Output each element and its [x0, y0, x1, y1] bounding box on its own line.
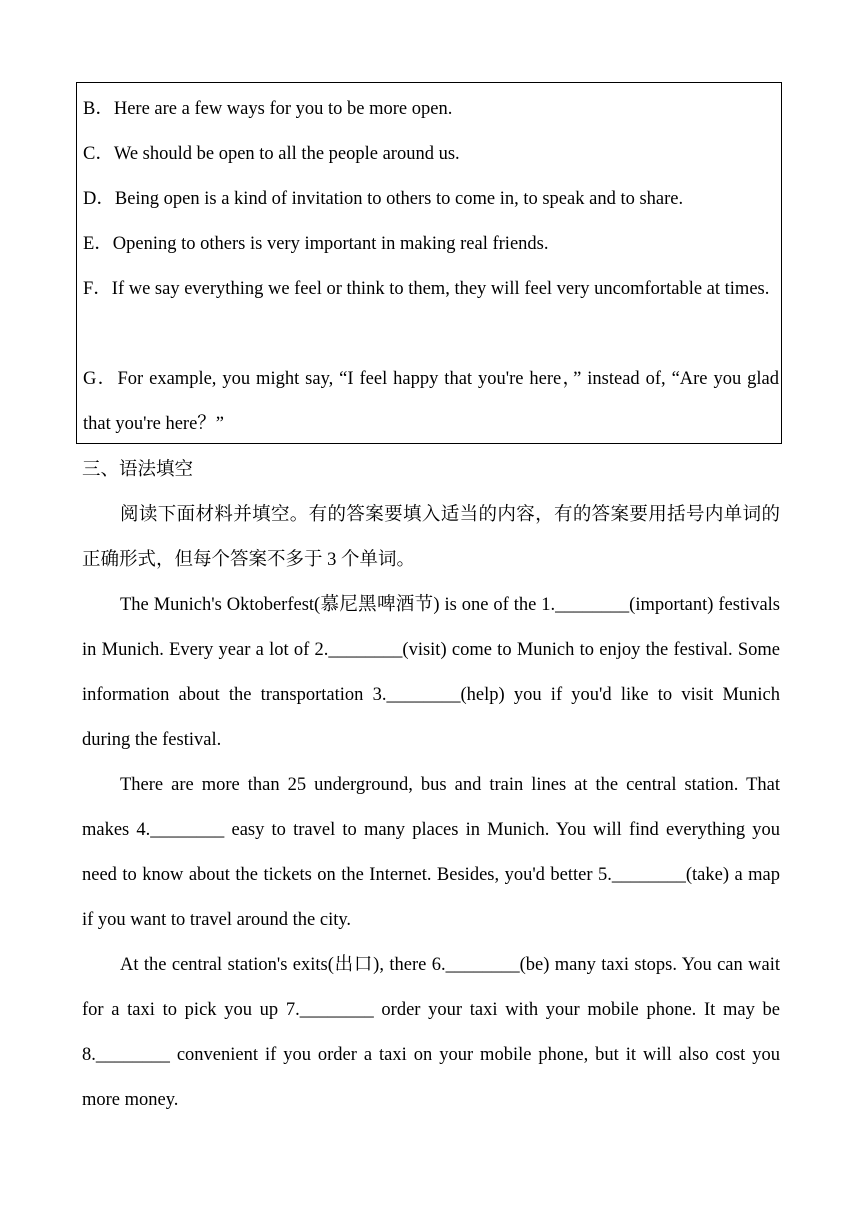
option-g: G．For example, you might say, “I feel happy that you're here，” instead of, “Are you glad that you're here？”	[83, 369, 779, 434]
passage-paragraph-3: At the central station's exits(出口), there 6.________(be) many taxi stops. You can wait for a taxi to pick you up 7.________ order your taxi with your mobile phone. It may be 8.________ convenient if you order a taxi on your mobile phone, but it will also cost you more money.	[82, 955, 780, 1110]
options-box	[76, 82, 782, 444]
instructions: 阅读下面材料并填空。有的答案要填入适当的内容，有的答案要用括号内单词的正确形式，但每个答案不多于 3 个单词。	[82, 505, 780, 570]
passage-paragraph-2: There are more than 25 underground, bus and train lines at the central station. That makes 4.________ easy to travel to many places in Munich. You will find everything you need to know about the tickets on the Internet. Besides, you'd better 5.________(take) a map if you want to travel around the city.	[82, 775, 780, 930]
grammar-fill-content	[82, 493, 780, 1123]
option-b: B．Here are a few ways for you to be more open.	[83, 99, 453, 119]
option-f: F．If we say everything we feel or think to them, they will feel very uncomfortable at times.	[83, 279, 770, 299]
option-d: D．Being open is a kind of invitation to others to come in, to speak and to share.	[83, 189, 684, 209]
option-c: C．We should be open to all the people around us.	[83, 144, 460, 164]
section-title: 三、语法填空	[82, 460, 194, 480]
passage-paragraph-1: The Munich's Oktoberfest(慕尼黑啤酒节) is one of the 1.________(important) festivals in Munich. Every year a lot of 2.________(visit) come to Munich to enjoy the festival. Some information about the transportation 3.________(help) you if you'd like to visit Munich during the festival.	[82, 595, 780, 750]
option-e: E．Opening to others is very important in making real friends.	[83, 234, 549, 254]
